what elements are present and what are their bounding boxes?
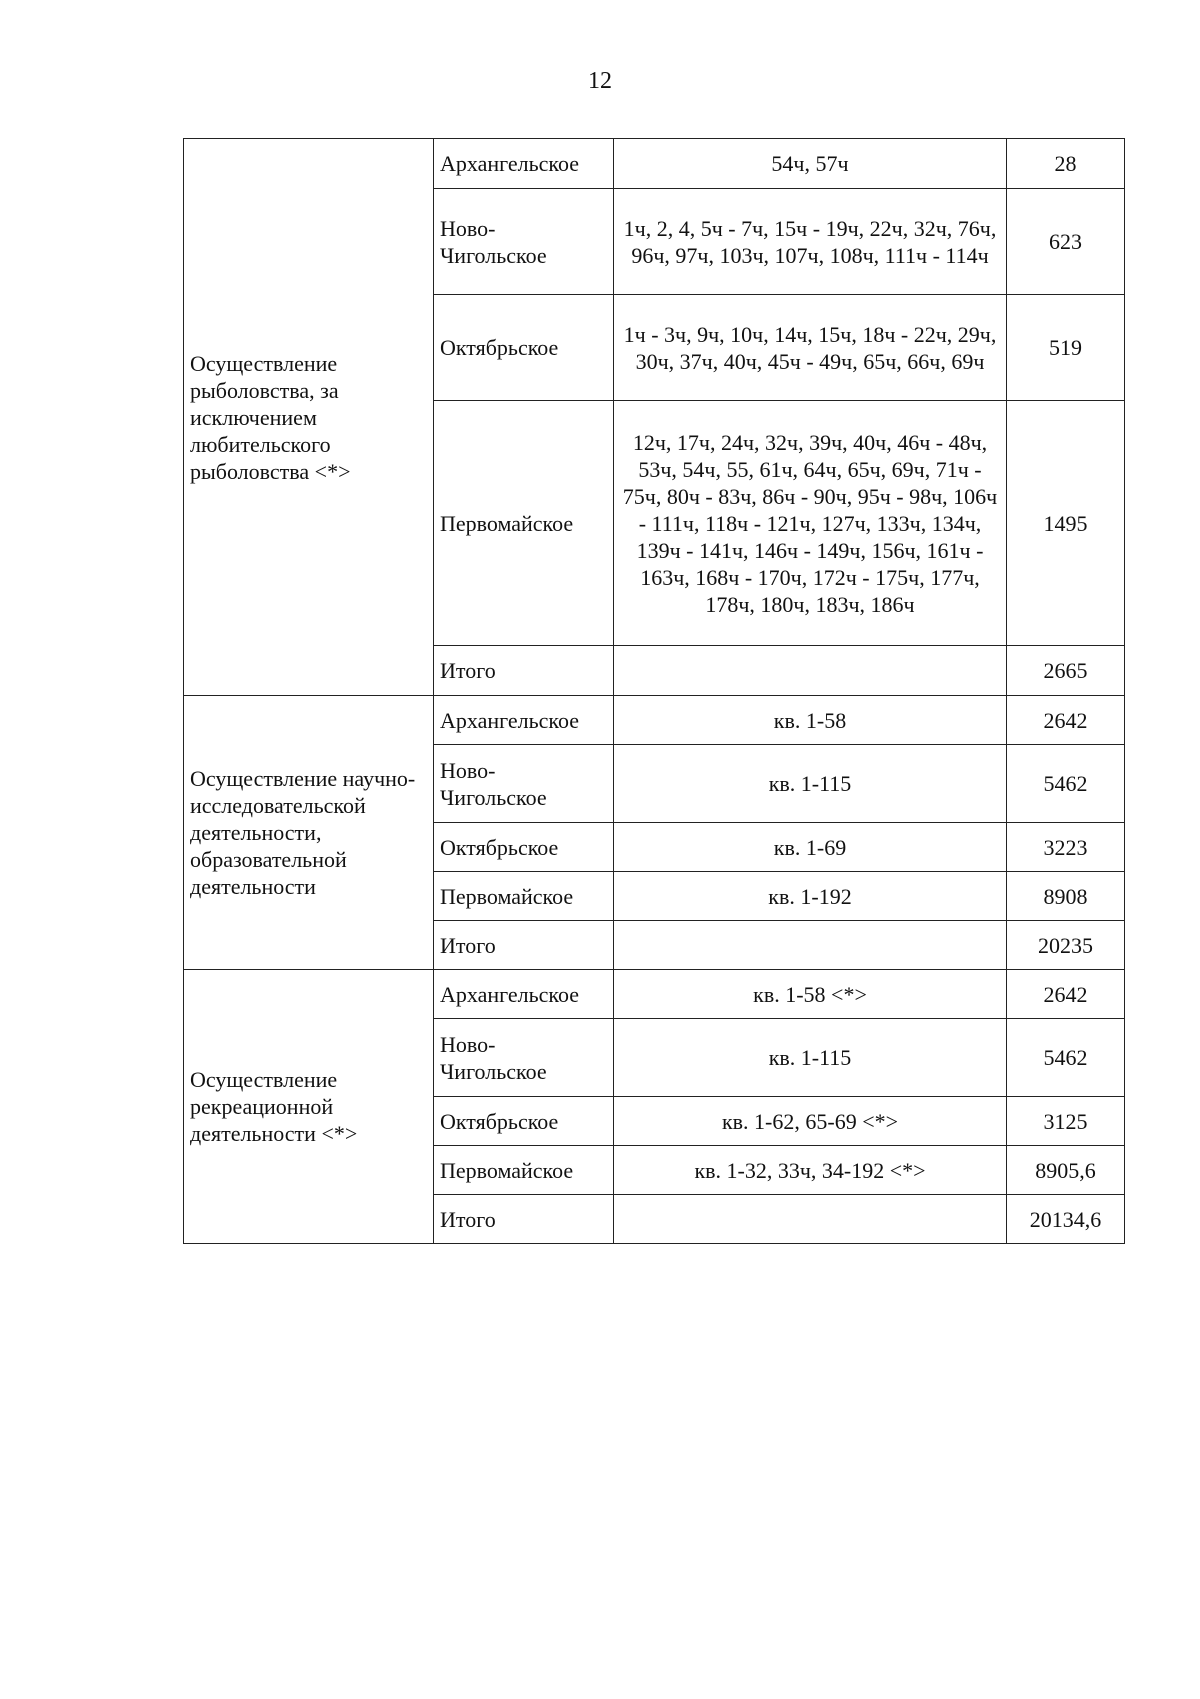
quarters-cell: 1ч, 2, 4, 5ч - 7ч, 15ч - 19ч, 22ч, 32ч, 76ч, 96ч, 97ч, 103ч, 107ч, 108ч, 111ч - 114ч [614, 189, 1007, 295]
area-cell: 3223 [1007, 823, 1125, 872]
area-cell: 2665 [1007, 646, 1125, 696]
forest-use-table [183, 138, 1125, 1244]
area-cell: 8908 [1007, 872, 1125, 921]
area-cell: 519 [1007, 295, 1125, 401]
area-cell: 2642 [1007, 970, 1125, 1019]
quarters-cell: кв. 1-115 [614, 1019, 1007, 1097]
activity-cell: Осуществление научно-исследовательской деятельности, образовательной деятельности [184, 696, 434, 970]
forestry-cell: Первомайское [434, 872, 614, 921]
quarters-cell: 1ч - 3ч, 9ч, 10ч, 14ч, 15ч, 18ч - 22ч, 29ч, 30ч, 37ч, 40ч, 45ч - 49ч, 65ч, 66ч, 69ч [614, 295, 1007, 401]
area-cell: 5462 [1007, 1019, 1125, 1097]
quarters-cell: 12ч, 17ч, 24ч, 32ч, 39ч, 40ч, 46ч - 48ч, 53ч, 54ч, 55, 61ч, 64ч, 65ч, 69ч, 71ч - 75ч, 80ч - 83ч, 86ч - 90ч, 95ч - 98ч, 106ч - 111ч, 118ч - 121ч, 127ч, 133ч, 134ч, 139ч - 141ч, 146ч - 149ч, 156ч, 161ч - 163ч, 168ч - 170ч, 172ч - 175ч, 177ч, 178ч, 180ч, 183ч, 186ч [614, 401, 1007, 646]
table-row [184, 696, 1125, 745]
forestry-cell: Итого [434, 1195, 614, 1244]
forestry-cell: Архангельское [434, 970, 614, 1019]
quarters-cell [614, 1195, 1007, 1244]
area-cell: 8905,6 [1007, 1146, 1125, 1195]
table-row [184, 139, 1125, 189]
forestry-cell: Октябрьское [434, 295, 614, 401]
area-cell: 28 [1007, 139, 1125, 189]
quarters-cell [614, 646, 1007, 696]
area-cell: 20235 [1007, 921, 1125, 970]
quarters-cell: кв. 1-58 <*> [614, 970, 1007, 1019]
page-number: 12 [588, 68, 612, 94]
forestry-cell: Октябрьское [434, 1097, 614, 1146]
forestry-cell: Ново- Чигольское [434, 189, 614, 295]
area-cell: 3125 [1007, 1097, 1125, 1146]
quarters-cell: кв. 1-192 [614, 872, 1007, 921]
area-cell: 5462 [1007, 745, 1125, 823]
forestry-cell: Ново- Чигольское [434, 745, 614, 823]
forestry-cell: Архангельское [434, 139, 614, 189]
quarters-cell [614, 921, 1007, 970]
forestry-cell: Октябрьское [434, 823, 614, 872]
quarters-cell: кв. 1-115 [614, 745, 1007, 823]
forestry-cell: Ново- Чигольское [434, 1019, 614, 1097]
activity-cell: Осуществление рекреационной деятельности <*> [184, 970, 434, 1244]
area-cell: 1495 [1007, 401, 1125, 646]
table-row [184, 970, 1125, 1019]
quarters-cell: 54ч, 57ч [614, 139, 1007, 189]
quarters-cell: кв. 1-62, 65-69 <*> [614, 1097, 1007, 1146]
area-cell: 2642 [1007, 696, 1125, 745]
quarters-cell: кв. 1-32, 33ч, 34-192 <*> [614, 1146, 1007, 1195]
forestry-cell: Итого [434, 921, 614, 970]
area-cell: 20134,6 [1007, 1195, 1125, 1244]
quarters-cell: кв. 1-69 [614, 823, 1007, 872]
area-cell: 623 [1007, 189, 1125, 295]
forestry-cell: Архангельское [434, 696, 614, 745]
activity-cell: Осуществление рыболовства, за исключением любительского рыболовства <*> [184, 139, 434, 696]
quarters-cell: кв. 1-58 [614, 696, 1007, 745]
forestry-cell: Первомайское [434, 1146, 614, 1195]
forestry-cell: Первомайское [434, 401, 614, 646]
forestry-cell: Итого [434, 646, 614, 696]
